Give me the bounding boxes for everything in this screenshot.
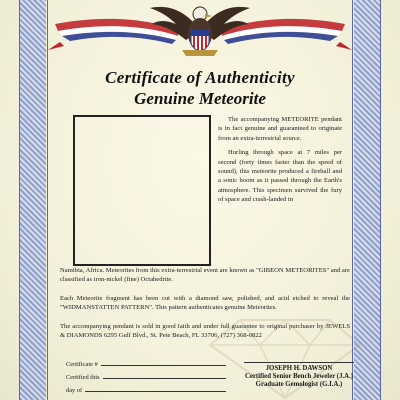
certified-label: Certified this: [66, 374, 100, 381]
guarantee-paragraph: The accompanying pendant is sold in good faith and under full guarantee to original purchaser by JEWELS & DIAMONDS 6295 Gulf Blvd., St. Pete Beach, FL 33706, (727) 368-0822: [60, 323, 350, 340]
signature-block: [244, 362, 354, 390]
certificate-number-line: [101, 358, 226, 366]
certified-date-row: [66, 371, 226, 384]
certificate-fields: [66, 358, 226, 397]
pendant-photo-frame: [73, 115, 211, 266]
pattern-paragraph: Each Meteorite fragment has been cut with a diamond saw, polished, and acid etched to reveal the "WIDMANSTATTEN PATTERN". This pattern authenticates genuine Meteorites.: [60, 295, 350, 312]
signer-name: JOSEPH H. DAWSON: [265, 365, 333, 372]
certified-line: [103, 371, 226, 379]
authenticity-paragraph: The accompanying METEORITE pendant is in fact genuine and guaranteed to originate from an extra-terrestrial source.: [218, 116, 342, 142]
day-label: day of: [66, 387, 83, 394]
description-column: [218, 115, 342, 210]
day-row: [66, 384, 226, 397]
location-paragraph-block: [60, 266, 350, 284]
certificate-number-label: Certificate #: [66, 361, 98, 368]
signer-title-jeweler: Certified Senior Bench Jeweler (J.A.): [244, 373, 354, 381]
signer-title-gemologist: Graduate Gemologist (G.I.A.): [255, 381, 343, 389]
location-paragraph: Namibia, Africa. Meteorites from this extra-terrestrial event are known as "GIBEON METEORITES" and are classified as iron-nickel (fine) Octahedrite.: [60, 267, 350, 284]
certificate-title: Certificate of Authenticity: [105, 68, 295, 87]
certificate-subtitle: Genuine Meteorite: [134, 89, 266, 108]
signature-line: [244, 362, 354, 363]
eagle-emblem: [0, 0, 400, 70]
certificate-number-row: [66, 358, 226, 371]
day-line: [85, 384, 226, 392]
origin-paragraph: Hurling through space at 7 miles per second (forty times faster than the speed of sound), this meteorite produced a fireball and a sonic boom as it passed through the Earth's atmosphere. This specimen survived the fury of space and crash-landed in: [218, 149, 342, 204]
